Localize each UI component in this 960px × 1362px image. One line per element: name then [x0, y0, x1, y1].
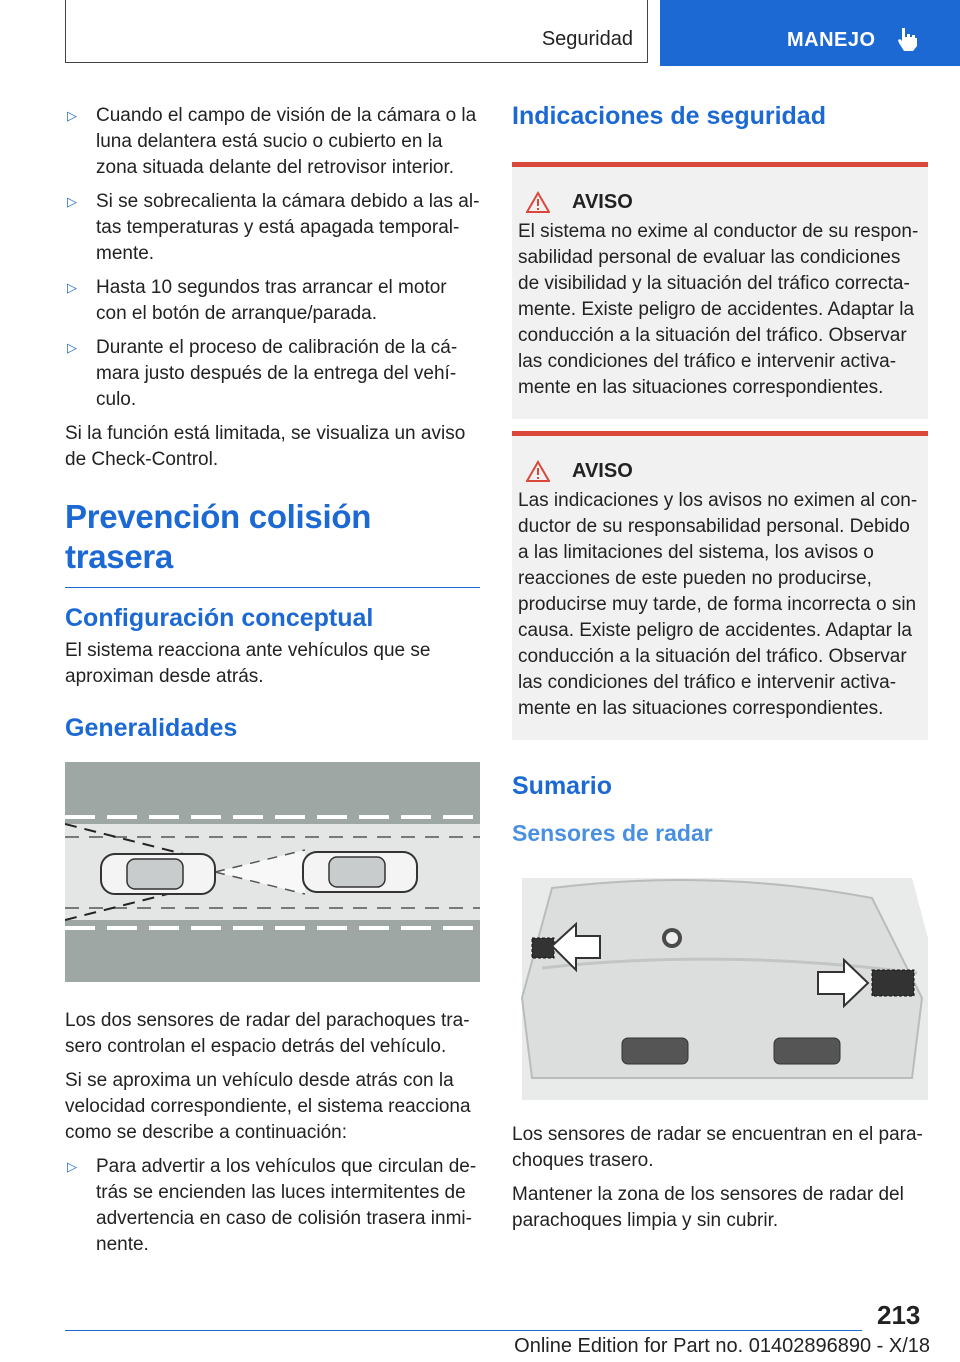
summary-title: Sumario [512, 772, 613, 800]
warning-triangle-icon [526, 460, 550, 482]
radar-sensor-location-image [512, 878, 928, 1100]
general-text-2: Si se aproxima un vehículo desde atrás con la velocidad correspondiente, el sistema reacciona como se describe a continuación: [65, 1070, 471, 1143]
header-section-box [65, 0, 648, 63]
warning-box [512, 431, 928, 740]
list-item: ▷ Hasta 10 segundos tras arrancar el motor con el botón de arranque/parada. [65, 275, 480, 327]
radar-sensors-title: Sensores de radar [512, 820, 713, 846]
concept-text: El sistema reacciona ante vehículos que se aproximan desde atrás. [65, 640, 431, 687]
chapter-tab-label: MANEJO [787, 29, 876, 51]
rear-collision-diagram [65, 762, 480, 982]
warning-title: AVISO [572, 191, 633, 213]
subsection-title-concept: Configuración conceptual [65, 604, 374, 632]
triangle-bullet-icon: ▷ [67, 340, 77, 355]
list-item: ▷ Durante el proceso de calibración de la cámara justo después de la entrega del vehículo. [65, 335, 480, 413]
safety-notes-title: Indicaciones de seguridad [512, 102, 826, 130]
section-title: Prevención colisión trasera [65, 497, 480, 588]
sensors-text-1: Los sensores de radar se encuentran en el parachoques trasero. [512, 1124, 923, 1171]
triangle-bullet-icon: ▷ [67, 108, 77, 123]
general-text-1: Los dos sensores de radar del parachoques trasero controlan el espacio detrás del vehículo. [65, 1010, 470, 1057]
warning-text: El sistema no exime al conductor de su responsabilidad personal de evaluar las condiciones de visibilidad y la situación del tráfico correctamente. Existe peligro de accidentes. Adaptar la conducción a la situación del tráfico. Observar las condiciones del tráfico e intervenir activamente en las situaciones correspondientes. [518, 221, 919, 398]
footer-edition: Online Edition for Part no. 01402896890 - X/18 [514, 1335, 930, 1357]
subsection-title-general: Generalidades [65, 714, 238, 742]
triangle-bullet-icon: ▷ [67, 280, 77, 295]
header-section-title: Seguridad [541, 28, 633, 50]
page-number: 213 [877, 1300, 921, 1330]
warning-title: AVISO [572, 460, 633, 482]
list-item: ▷ Para advertir a los vehículos que circulan detrás se encienden las luces intermitentes de advertencia en caso de colisión trasera inminente. [65, 1154, 480, 1258]
left-column [65, 103, 480, 1266]
triangle-bullet-icon: ▷ [67, 1159, 77, 1174]
warning-box [512, 162, 928, 419]
right-column [512, 100, 928, 1242]
list-item: ▷ Cuando el campo de visión de la cámara o la luna delantera está sucio o cubierto en la zona situada delante del retrovisor interior. [65, 103, 480, 181]
footer-divider [65, 1330, 862, 1331]
hand-pointer-icon [896, 26, 918, 52]
warning-text: Las indicaciones y los avisos no eximen al conductor de su responsabilidad personal. Debido a las limitaciones del sistema, los avisos o reacciones de este pueden no producirse, producirse muy tarde, de forma incorrecta o sin causa. Existe peligro de accidentes. Adaptar la conducción a la situación del tráfico. Observar las condiciones del tráfico e intervenir activamente en las situaciones correspondientes. [518, 490, 918, 719]
sensors-text-2: Mantener la zona de los sensores de radar del parachoques limpia y sin cubrir. [512, 1184, 904, 1231]
warning-triangle-icon [526, 191, 550, 213]
triangle-bullet-icon: ▷ [67, 194, 77, 209]
limited-function-text: Si la función está limitada, se visualiza un aviso de Check-Control. [65, 423, 466, 470]
list-item: ▷ Si se sobrecalienta la cámara debido a las altas temperaturas y está apagada temporalmente. [65, 189, 480, 267]
chapter-tab-manejo[interactable] [660, 0, 960, 66]
